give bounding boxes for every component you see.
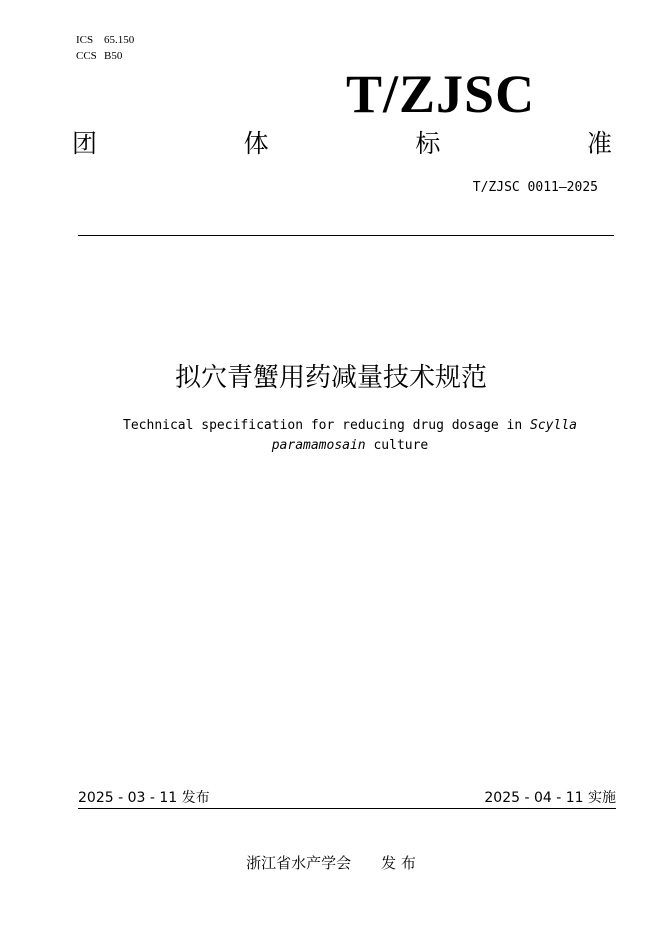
- ics-value: 65.150: [104, 34, 135, 46]
- classification-block: [76, 32, 134, 64]
- header-divider: [78, 235, 614, 236]
- publisher-line: [0, 853, 662, 873]
- standard-type-char-1: 团: [72, 129, 98, 158]
- ics-row: [76, 32, 134, 48]
- ccs-row: [76, 48, 134, 64]
- title-en-italic1: Scylla: [530, 418, 577, 433]
- title-en-part1: Technical specification for reducing drug dosage in: [123, 418, 531, 433]
- title-english: [80, 416, 620, 456]
- footer-divider: [78, 808, 616, 809]
- standard-type-char-3: 标: [415, 129, 441, 158]
- ics-label: ICS: [76, 34, 94, 46]
- standard-type-char-4: 准: [586, 129, 612, 158]
- implementation-date: 2025 - 04 - 11 实施: [484, 790, 616, 806]
- title-chinese: 拟穴青蟹用药减量技术规范: [174, 363, 487, 393]
- issue-date: 2025 - 03 - 11 发布: [78, 790, 210, 806]
- ccs-label: CCS: [76, 50, 97, 62]
- publish-word: 发 布: [381, 854, 416, 872]
- ccs-value: B50: [104, 50, 123, 62]
- standard-type: [72, 128, 612, 160]
- publisher-name: 浙江省水产学会: [246, 854, 352, 872]
- standard-code: T/ZJSC 0011—2025: [472, 180, 598, 195]
- title-en-italic2: paramamosain: [271, 438, 366, 453]
- standard-type-char-2: 体: [243, 129, 269, 158]
- title-en-part2: culture: [365, 438, 429, 453]
- brand-logo-text: T/ZJSC: [346, 64, 536, 124]
